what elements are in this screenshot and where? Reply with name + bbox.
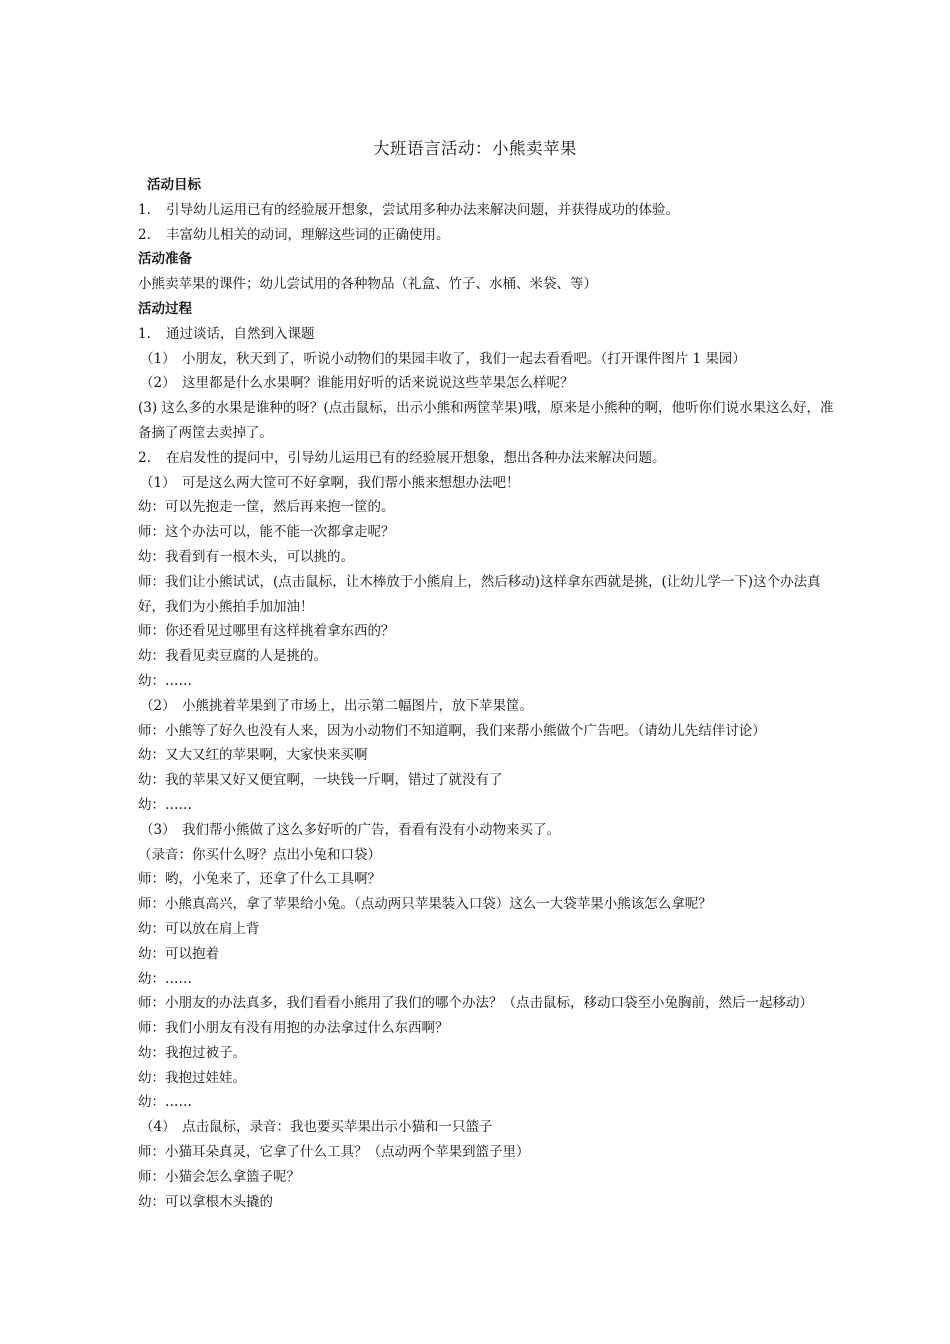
line-text: 小朋友，秋天到了，听说小动物们的果园丰收了，我们一起去看看吧。（打开课件图片 1 果园） (182, 350, 746, 367)
paragraph-line (138, 669, 838, 694)
line-text: 幼：又大又红的苹果啊，大家快来买啊 (138, 747, 368, 764)
line-text: 师：这个办法可以，能不能一次都拿走呢？ (138, 524, 395, 541)
paragraph-line (138, 917, 838, 942)
paragraph-line (138, 545, 838, 570)
line-text: 幼：我抱过娃娃。 (138, 1069, 246, 1086)
paragraph-line (138, 694, 838, 719)
paragraph-line (138, 843, 838, 868)
line-text: 师：小熊真高兴，拿了苹果给小兔。（点动两只苹果装入口袋）这么一大袋苹果小熊该怎么拿呢？ (138, 896, 712, 913)
paragraph-line (138, 1190, 838, 1215)
line-text: 我们帮小熊做了这么多好听的广告，看看有没有小动物来买了。 (182, 821, 560, 838)
paragraph-line (138, 446, 838, 471)
paragraph-line (138, 1165, 838, 1190)
line-text: 可是这么两大筐可不好拿啊，我们帮小熊来想想办法吧！ (182, 474, 520, 491)
paragraph-line (138, 644, 838, 669)
line-text: （录音：你买什么呀？点出小兔和口袋） (138, 846, 381, 863)
section-heading-process: 活动过程 (138, 300, 192, 317)
line-text: 幼：可以先抱走一筐，然后再来抱一筐的。 (138, 499, 395, 516)
paragraph-line (138, 347, 838, 372)
paragraph-line (138, 1115, 838, 1140)
line-text: 幼：我的苹果又好又便宜啊，一块钱一斤啊，错过了就没有了 (138, 772, 503, 789)
sub-step-number: （3） (140, 821, 176, 838)
sub-step-number: （2） (140, 697, 176, 714)
paragraph-line (138, 818, 838, 843)
paragraph-line (138, 1041, 838, 1066)
paragraph-line (138, 892, 838, 917)
line-text: (3) 这么多的水果是谁种的呀？(点击鼠标，出示小熊和两筐苹果)哦，原来是小熊种的啊，他听你们说水果这么好，准备摘了两筐去卖掉了。 (138, 400, 834, 441)
line-text: 点击鼠标，录音：我也要买苹果出示小猫和一只篮子 (182, 1119, 493, 1136)
paragraph-line (138, 619, 838, 644)
paragraph-line (138, 942, 838, 967)
line-text: 幼：可以放在肩上背 (138, 920, 260, 937)
line-text: 幼：我看见卖豆腐的人是挑的。 (138, 648, 327, 665)
paragraph-line (138, 967, 838, 992)
line-text: 师：小朋友的办法真多，我们看看小熊用了我们的哪个办法？（点击鼠标，移动口袋至小兔胸前，然后一起移动） (138, 995, 813, 1012)
goal-number: 2. (138, 226, 151, 243)
paragraph-line (138, 867, 838, 892)
sub-step-number: （2） (140, 375, 176, 392)
paragraph-line (138, 1016, 838, 1041)
paragraph-line (138, 495, 838, 520)
line-text: 幼：…… (138, 970, 192, 987)
line-text: 幼：…… (138, 796, 192, 813)
line-text: 幼：可以抱着 (138, 945, 219, 962)
document-title: 大班语言活动：小熊卖苹果 (373, 139, 577, 158)
line-text: 师：小猫会怎么拿篮子呢？ (138, 1168, 300, 1185)
document-body (138, 173, 838, 1214)
paragraph-line (138, 1090, 838, 1115)
line-text: 幼：我看到有一根木头，可以挑的。 (138, 548, 354, 565)
paragraph-line (138, 520, 838, 545)
line-text: 幼：…… (138, 1094, 192, 1111)
paragraph-line (138, 371, 838, 396)
goal-text: 丰富幼儿相关的动词，理解这些词的正确使用。 (166, 226, 450, 243)
line-text: 幼：可以拿根木头撬的 (138, 1193, 273, 1210)
line-text: 师：小熊等了好久也没有人来，因为小动物们不知道啊，我们来帮小熊做个广告吧。（请幼儿先结伴讨论） (138, 722, 766, 739)
goal-item (138, 223, 838, 248)
sub-step-number: （1） (140, 350, 176, 367)
paragraph-line (138, 570, 838, 620)
line-text: 师：我们小朋友有没有用抱的办法拿过什么东西啊？ (138, 1020, 449, 1037)
line-text: 师：哟，小兔来了，还拿了什么工具啊？ (138, 871, 381, 888)
section-heading-prep: 活动准备 (138, 251, 192, 268)
paragraph-line (138, 768, 838, 793)
step-number: 2. (138, 449, 151, 466)
paragraph-line (138, 991, 838, 1016)
line-text: 幼：…… (138, 672, 192, 689)
paragraph-line (138, 322, 838, 347)
paragraph-line (138, 719, 838, 744)
line-text: 这里都是什么水果啊？谁能用好听的话来说说这些苹果怎么样呢？ (182, 375, 574, 392)
line-text: 师：我们让小熊试试，(点击鼠标，让木棒放于小熊肩上，然后移动)这样拿东西就是挑，(让幼儿学一下)这个办法真好，我们为小熊拍手加加油！ (138, 573, 821, 615)
sub-step-number: （4） (140, 1119, 176, 1136)
line-text: 在启发性的提问中，引导幼儿运用已有的经验展开想象，想出各种办法来解决问题。 (166, 449, 666, 466)
process-lines (138, 322, 838, 1215)
goal-text: 引导幼儿运用已有的经验展开想象，尝试用多种办法来解决问题，并获得成功的体验。 (166, 201, 679, 218)
sub-step-number: （1） (140, 474, 176, 491)
line-text: 小熊挑着苹果到了市场上，出示第二幅图片，放下苹果筐。 (182, 697, 533, 714)
paragraph-line (138, 396, 838, 446)
line-text: 幼：我抱过被子。 (138, 1044, 246, 1061)
goal-number: 1. (138, 201, 151, 218)
prep-text: 小熊卖苹果的课件；幼儿尝试用的各种物品（礼盒、竹子、水桶、米袋、等） (138, 276, 597, 293)
line-text: 师：小猫耳朵真灵，它拿了什么工具？（点动两个苹果到篮子里） (138, 1144, 530, 1161)
paragraph-line (138, 1140, 838, 1165)
paragraph-line (138, 1066, 838, 1091)
section-heading-goals: 活动目标 (147, 177, 201, 193)
line-text: 通过谈话，自然到入课题 (166, 325, 315, 342)
goal-item (138, 198, 838, 223)
paragraph-line (138, 743, 838, 768)
line-text: 师：你还看见过哪里有这样挑着拿东西的？ (138, 623, 395, 640)
paragraph-line (138, 471, 838, 496)
paragraph-line (138, 793, 838, 818)
step-number: 1. (138, 325, 151, 342)
